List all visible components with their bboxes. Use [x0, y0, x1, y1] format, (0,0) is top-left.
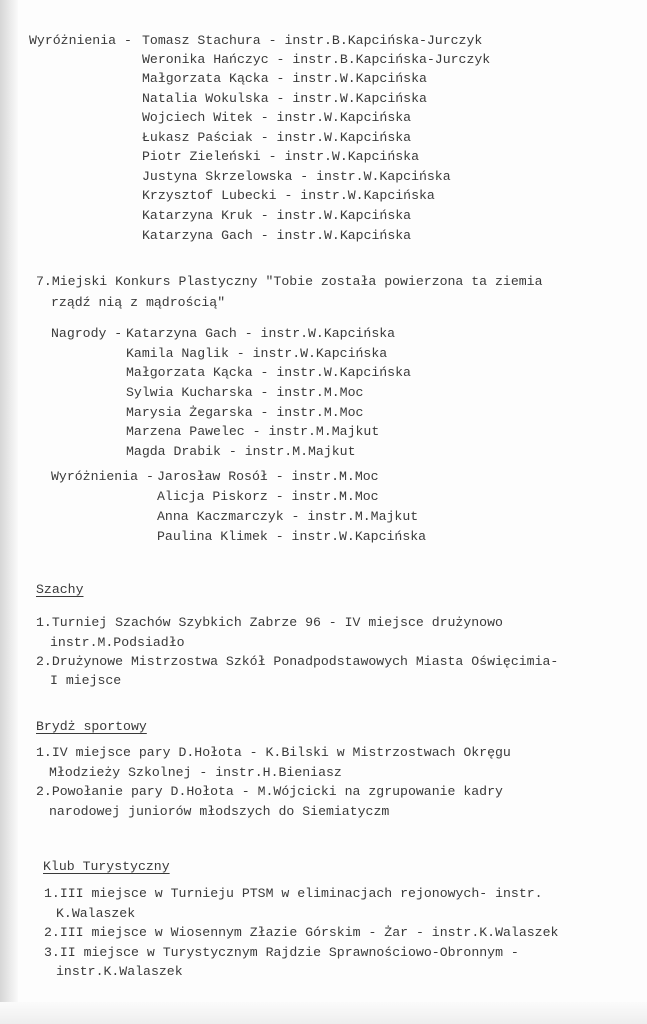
list-item: Młodzieży Szkolnej - instr.H.Bieniasz [49, 765, 342, 780]
list-item: Katarzyna Kruk - instr.W.Kapcińska [142, 208, 412, 223]
list-item: 2.Drużynowe Mistrzostwa Szkół Ponadpodstawowych Miasta Oświęcimia- [36, 654, 559, 669]
contest-title: 7.Miejski Konkurs Plastyczny "Tobie została powierzona ta ziemia [36, 274, 543, 289]
list-item: 2.III miejsce w Wiosennym Złazie Górskim - Żar - instr.K.Walaszek [44, 925, 559, 940]
list-item: narodowej juniorów młodszych do Siemiatyczm [49, 804, 390, 819]
honors-label: Wyróżnienia - [29, 33, 132, 48]
scan-bottom-edge [0, 1002, 647, 1024]
list-item: Marzena Pawelec - instr.M.Majkut [126, 424, 380, 439]
honors-label: Wyróżnienia - [51, 469, 154, 484]
list-item: Małgorzata Kącka - instr.W.Kapcińska [126, 365, 411, 380]
list-item: I miejsce [50, 673, 122, 688]
prizes-label: Nagrody - [51, 326, 123, 341]
list-item: Jarosław Rosół - instr.M.Moc [157, 469, 379, 484]
contest-title-cont: rządź nią z mądrością" [51, 295, 226, 310]
list-item: Katarzyna Gach - instr.W.Kapcińska [126, 326, 396, 341]
list-item: Krzysztof Lubecki - instr.W.Kapcińska [142, 188, 435, 203]
list-item: Alicja Piskorz - instr.M.Moc [157, 489, 379, 504]
section-heading-chess: Szachy [36, 582, 84, 597]
list-item: Katarzyna Gach - instr.W.Kapcińska [142, 228, 412, 243]
list-item: instr.M.Podsiadło [50, 635, 185, 650]
list-item: Piotr Zieleński - instr.W.Kapcińska [142, 149, 419, 164]
list-item: Małgorzata Kącka - instr.W.Kapcińska [142, 71, 427, 86]
scan-left-edge [0, 0, 18, 1024]
list-item: Weronika Hańczyc - instr.B.Kapcińska-Jurczyk [142, 52, 491, 67]
list-item: 1.IV miejsce pary D.Hołota - K.Bilski w Mistrzostwach Okręgu [36, 745, 511, 760]
list-item: 3.II miejsce w Turystycznym Rajdzie Sprawnościowo-Obronnym - [44, 945, 519, 960]
list-item: 2.Powołanie pary D.Hołota - M.Wójcicki na zgrupowanie kadry [36, 784, 503, 799]
list-item: Magda Drabik - instr.M.Majkut [126, 444, 356, 459]
list-item: Anna Kaczmarczyk - instr.M.Majkut [157, 509, 419, 524]
list-item: Natalia Wokulska - instr.W.Kapcińska [142, 91, 427, 106]
list-item: 1.Turniej Szachów Szybkich Zabrze 96 - IV miejsce drużynowo [36, 615, 503, 630]
list-item: K.Walaszek [56, 906, 136, 921]
list-item: Wojciech Witek - instr.W.Kapcińska [142, 110, 412, 125]
list-item: Tomasz Stachura - instr.B.Kapcińska-Jurczyk [142, 33, 483, 48]
list-item: Kamila Naglik - instr.W.Kapcińska [126, 346, 388, 361]
list-item: Paulina Klimek - instr.W.Kapcińska [157, 529, 427, 544]
section-heading-bridge: Brydż sportowy [36, 719, 147, 734]
section-heading-tourism: Klub Turystyczny [43, 859, 170, 874]
list-item: Justyna Skrzelowska - instr.W.Kapcińska [142, 169, 451, 184]
list-item: Marysia Żegarska - instr.M.Moc [126, 405, 364, 420]
list-item: Sylwia Kucharska - instr.M.Moc [126, 385, 364, 400]
list-item: Łukasz Paściak - instr.W.Kapcińska [142, 130, 412, 145]
list-item: instr.K.Walaszek [56, 964, 183, 979]
list-item: 1.III miejsce w Turnieju PTSM w eliminacjach rejonowych- instr. [44, 886, 543, 901]
